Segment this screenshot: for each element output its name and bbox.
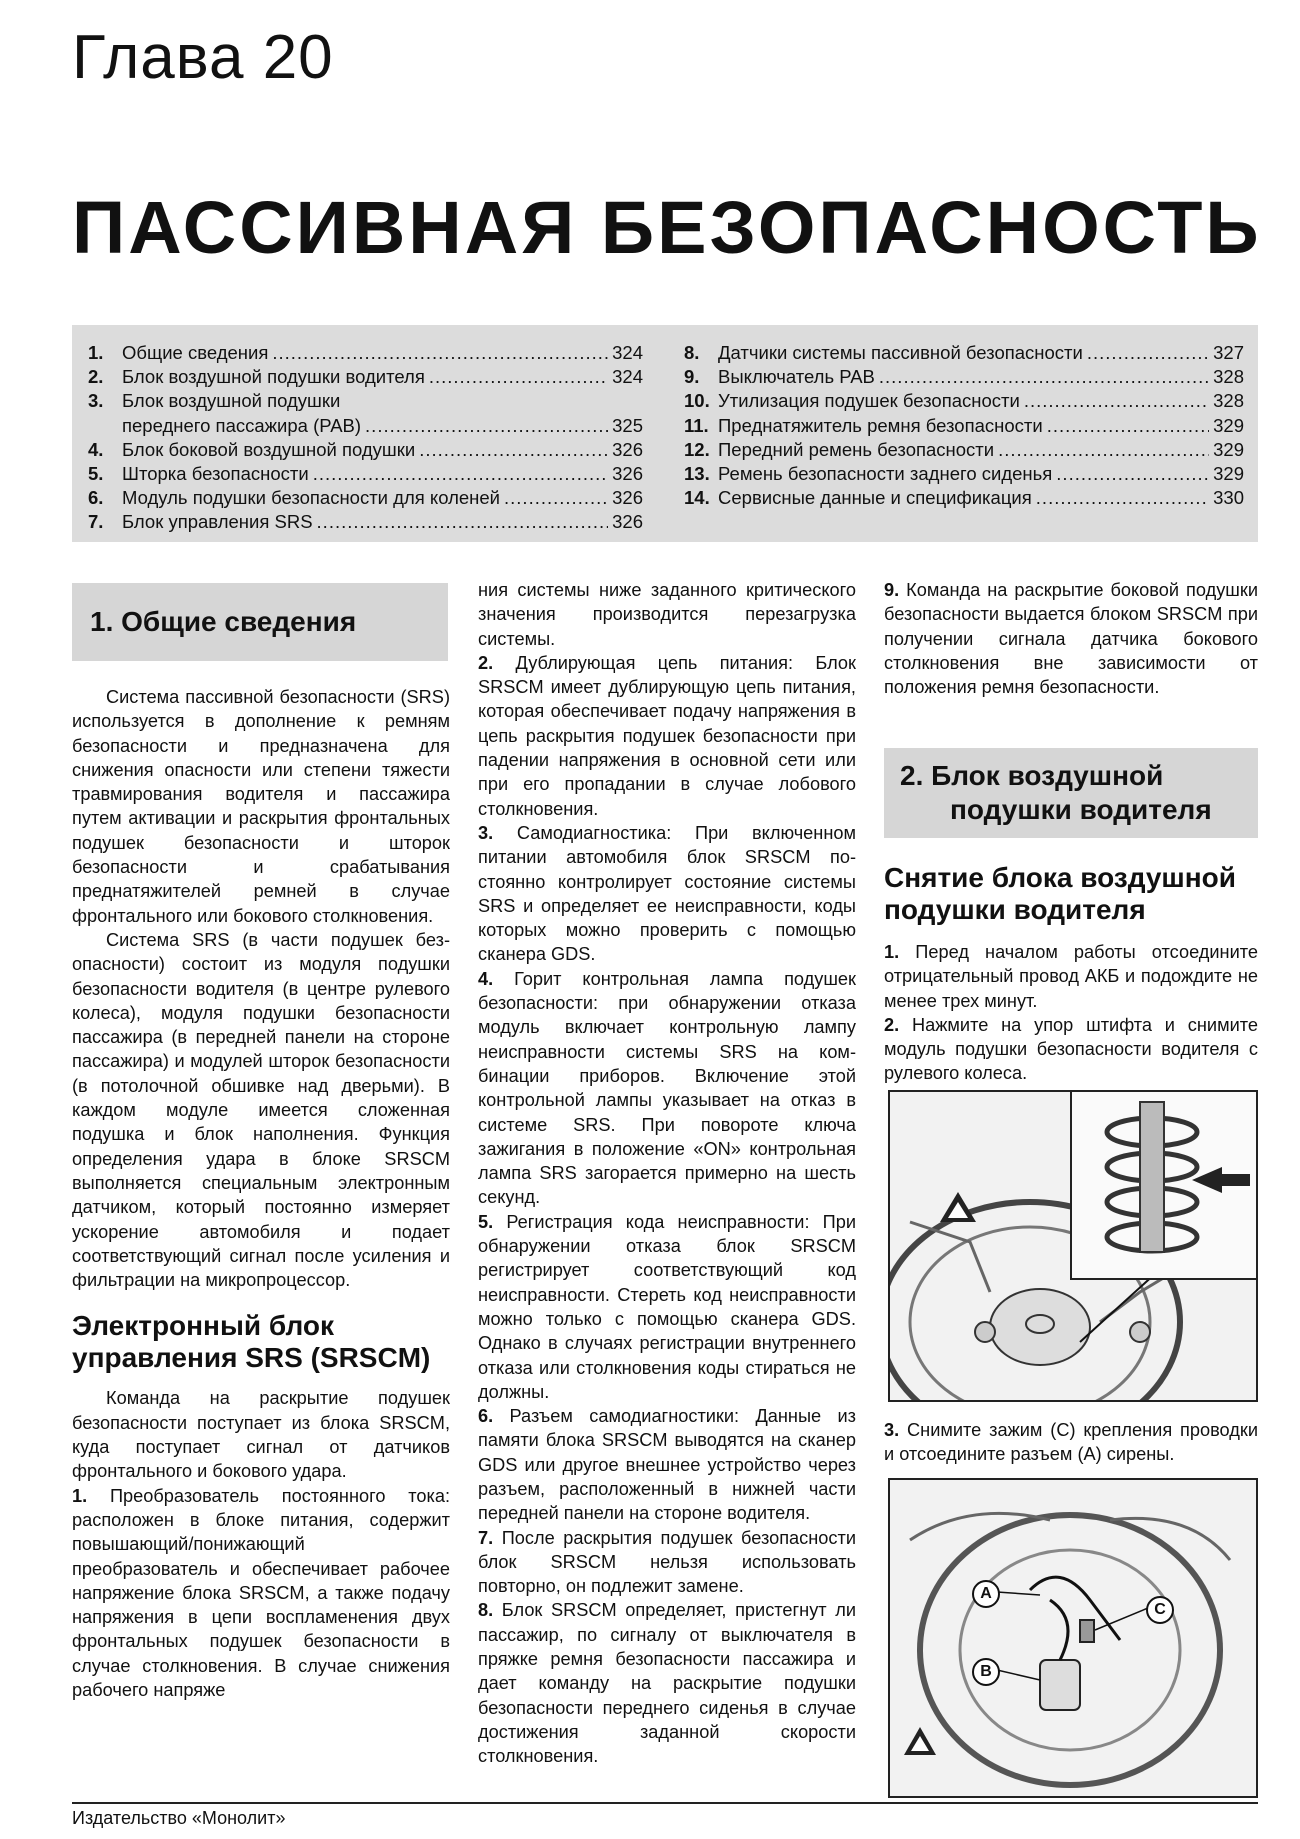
- toc-leader: [1036, 486, 1209, 510]
- toc-leader: [317, 510, 609, 534]
- toc-leader: [365, 414, 608, 438]
- toc-item[interactable]: [684, 486, 1244, 510]
- toc-item-text: Общие сведения: [122, 342, 269, 363]
- toc-item-page: 325: [612, 414, 643, 436]
- toc-item-text: Сервисные данные и спецификация: [718, 487, 1032, 509]
- toc-item[interactable]: [88, 341, 643, 365]
- list-text: Преобразователь постоянного тока: расположен в блоке питания, содержит повышающий/понижающий преобразователь и обеспечивает рабочее напряжение блока SRSCM, а также подачу напряжения в цепи воспламенения двух фронтальных подушек безопасности в случае столкновения. В случае снижения рабочего напряже: [72, 1485, 451, 1700]
- list-item: [478, 821, 856, 967]
- toc-item-page: 330: [1213, 487, 1244, 509]
- list-text: После раскрытия подушек безопасности блок SRSCM нельзя использовать повторно, он подлежит замене.: [478, 1527, 856, 1597]
- list-number: 1.: [72, 1485, 88, 1506]
- list-item: [478, 1210, 856, 1404]
- list-text: Нажмите на упор штифта и снимите модуль подушки безопасности водителя с рулевого колеса.: [884, 1014, 1258, 1084]
- list-number: 9.: [884, 580, 900, 600]
- toc-item-page: 326: [612, 463, 643, 485]
- toc-item-number: 6.: [88, 487, 104, 509]
- callout-b: B: [972, 1658, 1000, 1686]
- list-text: Разъем самодиагностики: Данные из памяти блока SRSCM выводятся на сканер GDS или другое внешнее устройство через разъем, расположенный в нижней части передней панели на стороне водителя.: [478, 1406, 856, 1524]
- paragraph: Система пассивной безопасности (SRS) используется в дополнение к ремням безопасности и предназначена для снижения опасности или степени тяжести травмирования водителя и пассажира путем активации и раскрытия фронтальных подушек безопасности и шторок безопасности и срабатывания преднатяжителей ремней в случае фронтального или бокового столкновения.: [72, 687, 450, 926]
- callout-c: C: [1146, 1596, 1174, 1624]
- chapter-heading: Глава 20: [72, 23, 334, 92]
- toc-leader: [313, 462, 608, 486]
- list-item: [478, 967, 856, 1210]
- list-item: [478, 1598, 856, 1768]
- toc-item-number: 7.: [88, 511, 104, 533]
- toc-item-page: 327: [1213, 342, 1244, 363]
- toc-item-number: 10.: [684, 390, 710, 412]
- toc-item-number: 2.: [88, 366, 104, 388]
- spring-detail-inset: [1070, 1090, 1258, 1280]
- footer-rule: [72, 1802, 1258, 1804]
- toc-item-text: Утилизация подушек безопасности: [718, 390, 1020, 412]
- toc-item-number: 1.: [88, 342, 104, 363]
- list-item: [884, 1418, 1258, 1467]
- list-text: Регистрация кода неисправности: При обнаружении отказа блок SRSCM регистрирует соответствующий код неисправности. Стереть код неисправности можно только с помощью сканера GDS. Однако в случаях регистрации внутреннего отказа или столкновения коды стираться не должны.: [478, 1211, 856, 1402]
- toc-item-page: 329: [1213, 414, 1244, 436]
- toc-leader: [1087, 341, 1209, 365]
- spring-detail-icon: [1072, 1092, 1256, 1278]
- toc-leader: [1056, 462, 1209, 486]
- list-number: 4.: [478, 968, 494, 989]
- srscm-subheading: Электронный блок управления SRS (SRSCM): [72, 1310, 431, 1374]
- toc-item[interactable]: [88, 462, 643, 486]
- list-number: 1.: [884, 942, 900, 962]
- connector-illustration: [890, 1480, 1256, 1796]
- callout-a: A: [972, 1580, 1000, 1608]
- list-text: Перед началом работы отсоедините отрицательный провод АКБ и подождите не менее трех минут.: [884, 942, 1258, 1011]
- toc-item-number: 4.: [88, 438, 104, 460]
- paragraph: Команда на раскрытие подушек безопасности поступает из блока SRSCM, куда поступает сигнал от датчиков фронтального и бокового удара.: [72, 1388, 450, 1482]
- toc-item-text: Шторка безопасности: [122, 463, 309, 485]
- column-3-middle: [884, 862, 1258, 1086]
- toc-item-text: Блок воздушной подушки водителя: [122, 366, 425, 388]
- list-number: 5.: [478, 1211, 494, 1232]
- list-item: [884, 578, 1258, 699]
- toc-item-text: Модуль подушки безопасности для коленей: [122, 487, 501, 509]
- list-item: [72, 1484, 450, 1703]
- toc-item-text: Преднатяжитель ремня безопасности: [718, 414, 1043, 436]
- toc-item-text: Выключатель PAB: [718, 366, 875, 388]
- toc-item-number: 12.: [684, 438, 710, 460]
- toc-item-page: 326: [612, 511, 643, 533]
- toc-item[interactable]: [684, 341, 1244, 365]
- footer-publisher: Издательство «Монолит»: [72, 1808, 286, 1828]
- toc-leader: [429, 365, 608, 389]
- toc-item-number: 3.: [88, 390, 104, 412]
- toc-item-page: 328: [1213, 390, 1244, 412]
- toc-item-text: переднего пассажира (PAB): [122, 414, 362, 436]
- list-text: Дублирующая цепь питания: Блок SRSCM имеет дублирующую цепь питания, которая обеспечивает подачу напряжения в цепь раскрытия подушек безопасности при падении напряжения в основной сети или при его пропадании в случае лобового столкновения.: [478, 652, 856, 819]
- paragraph: ния системы ниже заданного критического значения производится перезагрузка системы.: [478, 580, 856, 649]
- toc-leader: [1024, 389, 1209, 413]
- toc-item-number: 5.: [88, 463, 104, 485]
- list-text: Команда на раскрытие боковой подушки безопасности выдается блоком SRSCM при получении сигнала датчика бокового столкновения вне зависимости от положения ремня безопасности.: [884, 580, 1258, 698]
- removal-subheading: Снятие блока воздушной подушки водителя: [884, 862, 1236, 925]
- toc-item-number: 9.: [684, 366, 700, 388]
- toc-item-text: Блок боковой воздушной подушки: [122, 438, 416, 460]
- toc-item[interactable]: [684, 438, 1244, 462]
- list-number: 2.: [478, 652, 494, 673]
- toc-item-text: Ремень безопасности заднего сиденья: [718, 463, 1053, 485]
- column-3-bottom: [884, 1418, 1258, 1467]
- toc-item[interactable]: [88, 438, 643, 462]
- toc-item-number: 14.: [684, 487, 710, 509]
- toc-item-page: 329: [1213, 438, 1244, 460]
- list-number: 3.: [884, 1420, 900, 1440]
- figure-connector: [888, 1478, 1258, 1798]
- toc-item-page: 324: [612, 342, 643, 363]
- list-item: [884, 940, 1258, 1013]
- table-of-contents: [72, 325, 1258, 542]
- list-item: [478, 1526, 856, 1599]
- toc-leader: [1047, 414, 1209, 438]
- toc-leader: [998, 438, 1209, 462]
- toc-item-number: 11.: [684, 414, 709, 436]
- toc-leader: [879, 365, 1209, 389]
- toc-item-text: Блок воздушной подушки: [122, 390, 341, 412]
- list-item: [884, 1013, 1258, 1086]
- list-text: Самодиагностика: При включенном питании автомобиля блок SRSCM постоянно контролирует состояние системы SRS и определяет ее неисправности, коды которых можно проверить с помощью сканера GDS.: [478, 822, 856, 965]
- column-1: [72, 685, 450, 1702]
- list-number: 2.: [884, 1014, 900, 1035]
- toc-item-page: 324: [612, 366, 643, 388]
- toc-item[interactable]: [88, 486, 643, 510]
- toc-item-page: 326: [612, 487, 643, 509]
- list-number: 8.: [478, 1600, 494, 1621]
- toc-item[interactable]: [88, 510, 643, 534]
- toc-item[interactable]: [88, 365, 643, 389]
- list-number: 7.: [478, 1527, 494, 1548]
- column-3-top: [884, 578, 1258, 699]
- list-text: Блок SRSCM определяет, пристегнут ли пассажир, по сигналу от выключателя в пряжке ремня безопасности пассажира и дает команду на раскрытие подушки безопасности переднего сиденья в случае достижения заданной скорости столкновения.: [478, 1600, 856, 1767]
- toc-item-text: Блок управления SRS: [122, 511, 313, 533]
- list-item: [478, 651, 856, 821]
- page-title: ПАССИВНАЯ БЕЗОПАСНОСТЬ: [72, 186, 1262, 269]
- section-2-heading: [884, 748, 1258, 838]
- toc-item-page: 326: [612, 438, 643, 460]
- toc-leader: [504, 486, 608, 510]
- paragraph: Система SRS (в части подушек безопасности) состоит из модуля подушки безопасности водителя (в центре рулевого колеса), модуля подушки безопасности пассажира (в передней панели на стороне пассажира) и модулей шторок безопасности (в потолочной обшивке над дверьми). В каждом модуле имеется сложенная подушка и блок наполнения. Функция определения удара в блоке SRSCM выполняется специальным электронным датчиком, который постоянно измеряет ускорение автомобиля и подает соответствующий сигнал после усиления и фильтрации на микропроцессор.: [72, 929, 450, 1291]
- figure-steering-wheel: [888, 1090, 1258, 1402]
- list-number: 3.: [478, 822, 494, 843]
- toc-item-continued[interactable]: [88, 414, 643, 438]
- list-text: Снимите зажим (С) крепления проводки и отсоедините разъем (А) сирены.: [884, 1420, 1258, 1465]
- section-2-title: 2. Блок воздушной подушки водителя: [900, 760, 1212, 825]
- toc-leader: [272, 341, 608, 365]
- toc-item[interactable]: [684, 389, 1244, 413]
- column-2: [478, 578, 856, 1769]
- toc-item-number: 8.: [684, 342, 700, 363]
- toc-item[interactable]: [684, 462, 1244, 486]
- toc-item-text: Датчики системы пассивной безопасности: [718, 342, 1083, 363]
- toc-right-column: [684, 341, 1244, 510]
- toc-item-text: Передний ремень безопасности: [718, 438, 995, 460]
- toc-leader: [419, 438, 608, 462]
- section-1-heading: [72, 583, 448, 661]
- toc-left-column: [88, 341, 643, 535]
- list-text: Горит контрольная лампа подушек безопасности: при обнаружении отказа модуль включает контрольную лампу неисправности системы SRS на комбинации приборов. Включение этой контрольной лампы указывает на отказ в системе SRS. При повороте ключа зажигания в положение «ON» контрольная лампа SRS загорается примерно на шесть секунд.: [478, 968, 856, 1208]
- toc-item-page: 328: [1213, 366, 1244, 388]
- toc-item-number: 13.: [684, 463, 710, 485]
- toc-item[interactable]: [684, 365, 1244, 389]
- toc-item[interactable]: [684, 414, 1244, 438]
- toc-item[interactable]: [88, 389, 643, 413]
- list-item: [478, 1404, 856, 1525]
- toc-item-page: 329: [1213, 463, 1244, 485]
- section-1-title: 1. Общие сведения: [90, 606, 357, 637]
- list-number: 6.: [478, 1406, 494, 1427]
